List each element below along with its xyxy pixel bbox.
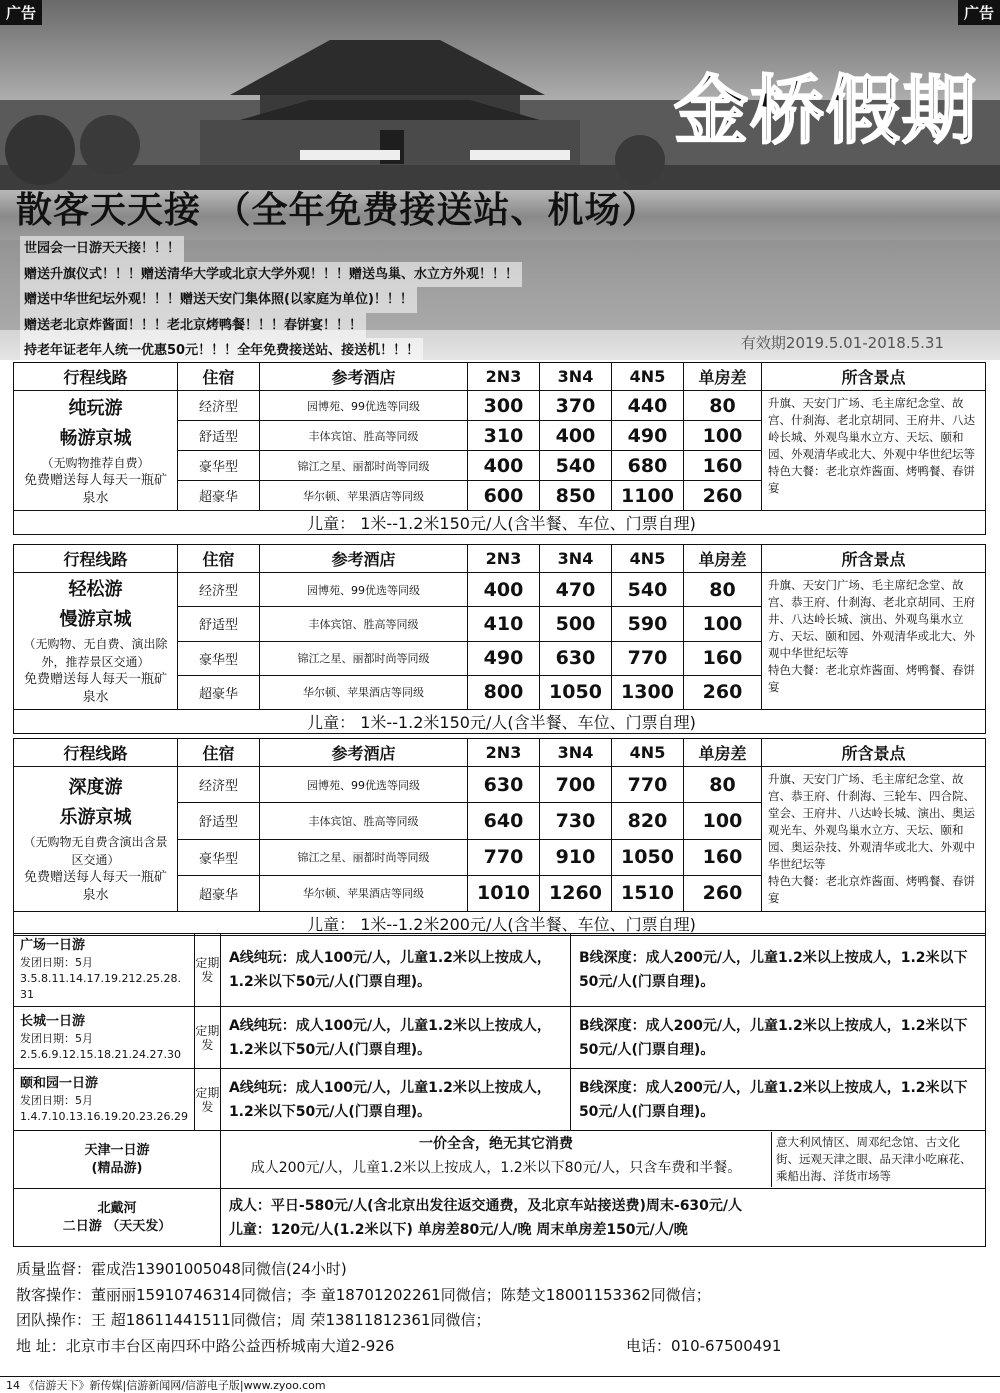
price-cell: 850 [540,481,612,511]
price-cell: 630 [540,641,612,675]
phone-number: 电话：010-67500491 [626,1336,782,1355]
line-b: B线深度：成人200元/人，儿童1.2米以上按成人，1.2米以下50元/人(门票自理)。 [570,1069,985,1131]
daytrip-row [14,1007,986,1069]
price-cell: 1050 [612,839,684,875]
price-cell: 160 [684,641,762,675]
col-hotel: 参考酒店 [260,363,468,391]
table-header [14,739,986,767]
col-2n3: 2N3 [468,545,540,573]
col-3n4: 3N4 [540,363,612,391]
hotel-cell: 华尔顿、苹果酒店等同级 [260,481,468,511]
promo-item: 赠送中华世纪坛外观！！！赠送天安门集体照(以家庭为单位)！！！ [20,287,417,313]
tier-cell: 超豪华 [178,675,260,709]
col-route: 行程线路 [14,363,178,391]
tier-cell: 舒适型 [178,607,260,641]
col-single: 单房差 [684,363,762,391]
tier-cell: 豪华型 [178,451,260,481]
hotel-cell: 华尔顿、苹果酒店等同级 [260,675,468,709]
price-cell: 410 [468,607,540,641]
fixed-departure: 定期发 [194,1069,220,1131]
daytrip-name: 颐和园一日游 发团日期：5月1.4.7.10.13.16.19.20.23.26.29 [14,1069,195,1131]
col-sights: 所含景点 [762,739,986,767]
daytrip-name: 广场一日游 发团日期：5月3.5.8.11.14.17.19.212.25.28. 31 [14,934,195,1007]
package-table [13,738,986,936]
sights-cell: 升旗、天安门广场、毛主席纪念堂、故宫、什刹海、老北京胡同、王府井、八达岭长城、外观鸟巢水立方、天坛、颐和园、外观清华或北大、外观中华世纪坛等 特色大餐：老北京炸酱面、烤鸭餐、春饼宴 [762,391,986,511]
child-price-row: 儿童： 1米--1.2米200元/人(含半餐、车位、门票自理) [14,912,986,936]
price-cell: 770 [612,767,684,803]
route-cell: 轻松游 慢游京城 （无购物、无自费、演出除外，推荐景区交通） 免费赠送每人每天一瓶矿泉水 [14,573,178,710]
price-cell: 100 [684,421,762,451]
price-cell: 1100 [612,481,684,511]
price-cell: 100 [684,607,762,641]
price-cell: 630 [468,767,540,803]
price-cell: 490 [468,641,540,675]
price-cell: 1300 [612,675,684,709]
tier-cell: 经济型 [178,391,260,421]
price-cell: 1010 [468,875,540,911]
price-cell: 260 [684,675,762,709]
daytrip-name: 长城一日游 发团日期：5月2.5.6.9.12.15.18.21.24.27.30 [14,1007,195,1069]
hotel-cell: 锦江之星、丽都时尚等同级 [260,451,468,481]
line-b: B线深度：成人200元/人，儿童1.2米以上按成人，1.2米以下50元/人(门票自理)。 [570,1007,985,1069]
price-cell: 770 [612,641,684,675]
route-cell: 深度游 乐游京城 （无购物无自费含演出含景区交通） 免费赠送每人每天一瓶矿泉水 [14,767,178,912]
sights-cell: 升旗、天安门广场、毛主席纪念堂、故宫、恭王府、什刹海、三轮车、四合院、堂会、王府井、八达岭长城、演出、奥运观光车、外观鸟巢水立方、天坛、颐和园、奥运杂技、外观清华或北大、外观中华世纪坛等 特色大餐：老北京炸酱面、烤鸭餐、春饼宴 [762,767,986,912]
col-route: 行程线路 [14,739,178,767]
price-cell: 1510 [612,875,684,911]
col-hotel: 参考酒店 [260,739,468,767]
price-cell: 820 [612,803,684,839]
col-stay: 住宿 [178,363,260,391]
hero-banner [0,0,1000,360]
hotel-cell: 园博苑、99优选等同级 [260,573,468,607]
price-cell: 700 [540,767,612,803]
fixed-departure: 定期发 [194,1007,220,1069]
hotel-cell: 锦江之星、丽都时尚等同级 [260,641,468,675]
promo-item: 世园会一日游天天接！！！ [20,236,184,262]
hotel-cell: 丰体宾馆、胜高等同级 [260,607,468,641]
col-single: 单房差 [684,545,762,573]
col-3n4: 3N4 [540,545,612,573]
price-cell: 260 [684,481,762,511]
address-line: 地 址：北京市丰台区南四环中路公益西桥城南大道2-926 电话：010-67500491 [16,1334,976,1360]
price-cell: 540 [540,451,612,481]
line-a: A线纯玩：成人100元/人，儿童1.2米以上按成人，1.2米以下50元/人(门票自理)。 [220,934,570,1007]
price-cell: 800 [468,675,540,709]
fixed-departure: 定期发 [194,934,220,1007]
price-cell: 680 [612,451,684,481]
col-4n5: 4N5 [612,363,684,391]
tianjin-detail: 一价全含，绝无其它消费 成人200元/人，儿童1.2米以上按成人，1.2米以下80元/人，只含车费和半餐。 意大利风情区、周邓纪念馆、古文化街、远观天津之眼、品天津小吃麻花、乘船出海、洋货市场等 [220,1131,985,1189]
col-sights: 所含景点 [762,363,986,391]
group-ops-line: 团队操作：王 超18611441511同微信；周 荣13811812361同微信； [16,1311,491,1329]
quality-line: 质量监督：霍成浩13901005048同微信(24小时) [16,1260,347,1278]
scatter-ops-line: 散客操作：董丽丽15910746314同微信；李 童18701202261同微信；陈楚文18001153362同微信； [16,1285,711,1304]
slogan: 散客天天接 （全年免费接送站、机场） [16,190,659,231]
promo-item: 赠送升旗仪式！！！赠送清华大学或北京大学外观！！！赠送鸟巢、水立方外观！！！ [20,262,522,288]
table-row [14,391,986,421]
table-header [14,363,986,391]
hotel-cell: 华尔顿、苹果酒店等同级 [260,875,468,911]
col-3n4: 3N4 [540,739,612,767]
price-cell: 640 [468,803,540,839]
price-cell: 160 [684,451,762,481]
tier-cell: 舒适型 [178,421,260,451]
beidaihe-name: 北戴河 二日游 （天天发） [14,1189,221,1247]
contact-footer [16,1257,976,1359]
price-cell: 600 [468,481,540,511]
price-cell: 400 [468,451,540,481]
col-stay: 住宿 [178,739,260,767]
tianjin-sights: 意大利风情区、周邓纪念馆、古文化街、远观天津之眼、品天津小吃麻花、乘船出海、洋货市场等 [771,1132,985,1187]
price-cell: 730 [540,803,612,839]
hotel-cell: 丰体宾馆、胜高等同级 [260,421,468,451]
col-sights: 所含景点 [762,545,986,573]
tier-cell: 经济型 [178,767,260,803]
tier-cell: 超豪华 [178,481,260,511]
price-cell: 500 [540,607,612,641]
col-hotel: 参考酒店 [260,545,468,573]
price-cell: 260 [684,875,762,911]
price-cell: 100 [684,803,762,839]
validity-period: 有效期2019.5.01-2018.5.31 [740,334,944,352]
package-table [13,362,986,535]
tier-cell: 豪华型 [178,839,260,875]
price-cell: 470 [540,573,612,607]
daytrip-table [13,933,986,1247]
price-cell: 400 [540,421,612,451]
price-cell: 370 [540,391,612,421]
sights-cell: 升旗、天安门广场、毛主席纪念堂、故宫、恭王府、什刹海、老北京胡同、王府井、八达岭长城、演出、外观鸟巢水立方、天坛、颐和园、外观清华或北大、外观中华世纪坛等 特色大餐：老北京炸酱面、烤鸭餐、春饼宴 [762,573,986,710]
tier-cell: 豪华型 [178,641,260,675]
promo-item: 赠送老北京炸酱面！！！老北京烤鸭餐！！！春饼宴！！！ [20,313,366,339]
price-cell: 1260 [540,875,612,911]
col-4n5: 4N5 [612,739,684,767]
table-row [14,573,986,607]
price-cell: 400 [468,573,540,607]
brand-title: 金桥假期 [674,68,978,154]
line-a: A线纯玩：成人100元/人，儿童1.2米以上按成人，1.2米以下50元/人(门票自理)。 [220,1007,570,1069]
publication-footer: 14 《信游天下》新传媒|信游新闻网/信游电子版|www.zyoo.com [0,1376,1000,1393]
tianjin-name: 天津一日游 (精品游) [14,1131,221,1189]
price-cell: 490 [612,421,684,451]
tier-cell: 舒适型 [178,803,260,839]
price-cell: 310 [468,421,540,451]
hotel-cell: 丰体宾馆、胜高等同级 [260,803,468,839]
col-stay: 住宿 [178,545,260,573]
line-b: B线深度：成人200元/人，儿童1.2米以上按成人，1.2米以下50元/人(门票自理)。 [570,934,985,1007]
child-price-row: 儿童： 1米--1.2米150元/人(含半餐、车位、门票自理) [14,511,986,535]
tier-cell: 经济型 [178,573,260,607]
hotel-cell: 园博苑、99优选等同级 [260,767,468,803]
daytrip-row [14,1069,986,1131]
daytrip-row [14,934,986,1007]
table-header [14,545,986,573]
hotel-cell: 锦江之星、丽都时尚等同级 [260,839,468,875]
line-a: A线纯玩：成人100元/人，儿童1.2米以上按成人，1.2米以下50元/人(门票自理)。 [220,1069,570,1131]
ad-tag-left: 广告 [0,0,42,25]
price-cell: 590 [612,607,684,641]
price-cell: 160 [684,839,762,875]
col-route: 行程线路 [14,545,178,573]
price-cell: 910 [540,839,612,875]
col-single: 单房差 [684,739,762,767]
child-price-row: 儿童： 1米--1.2米150元/人(含半餐、车位、门票自理) [14,710,986,734]
price-cell: 300 [468,391,540,421]
beidaihe-detail: 成人：平日-580元/人(含北京出发往返交通费，及北京车站接送费)周末-630元/人 儿童：120元/人(1.2米以下) 单房差80元/人/晚 周末单房差150元/人/晚 [220,1189,985,1247]
price-cell: 80 [684,573,762,607]
price-cell: 770 [468,839,540,875]
col-2n3: 2N3 [468,363,540,391]
promo-list [20,236,522,360]
route-cell: 纯玩游 畅游京城 （无购物推荐自费） 免费赠送每人每天一瓶矿泉水 [14,391,178,511]
tier-cell: 超豪华 [178,875,260,911]
price-cell: 440 [612,391,684,421]
table-row [14,767,986,803]
price-cell: 80 [684,391,762,421]
promo-item: 持老年证老年人统一优惠50元！！！全年免费接送站、接送机！！！ [20,338,423,360]
package-table [13,544,986,734]
col-2n3: 2N3 [468,739,540,767]
price-cell: 540 [612,573,684,607]
ad-tag-right: 广告 [958,0,1000,25]
price-cell: 1050 [540,675,612,709]
price-cell: 80 [684,767,762,803]
col-4n5: 4N5 [612,545,684,573]
hotel-cell: 园博苑、99优选等同级 [260,391,468,421]
